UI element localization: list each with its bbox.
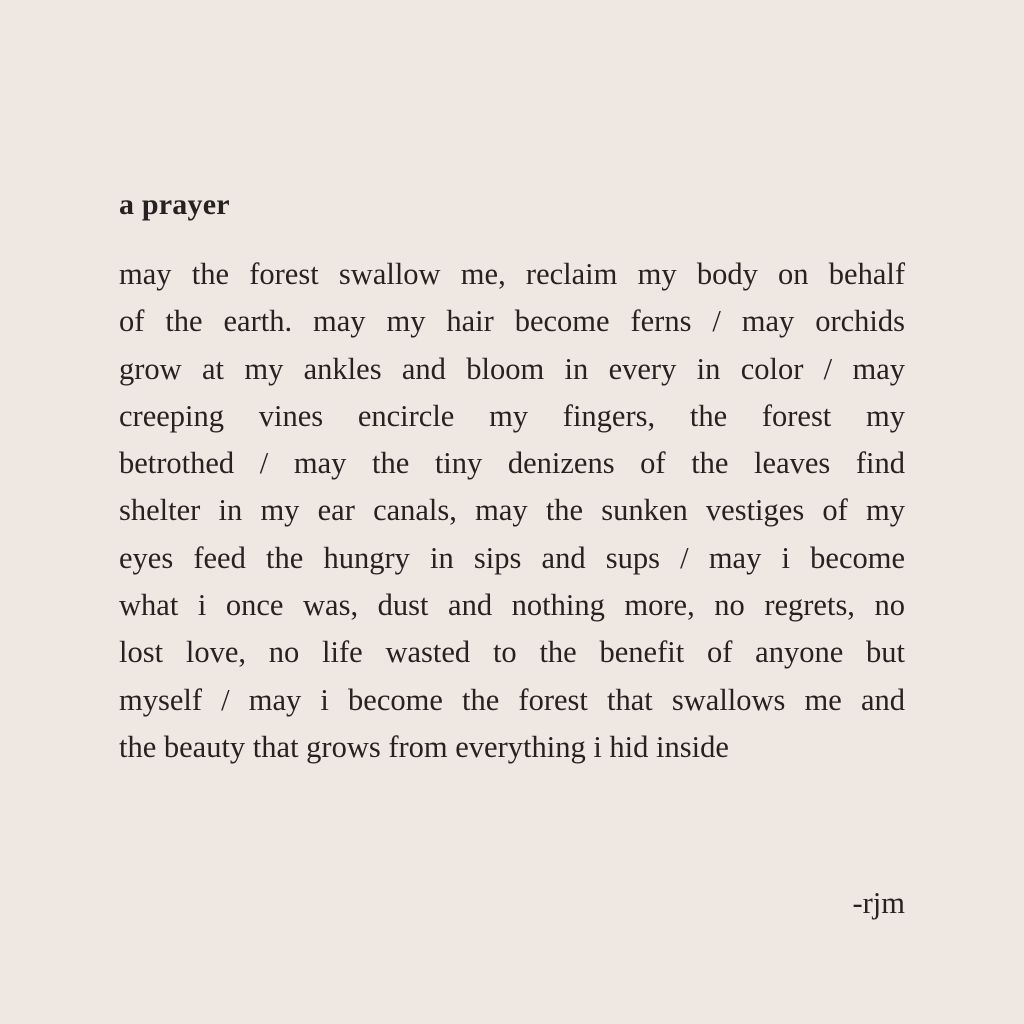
poem-line: betrothed / may the tiny denizens of the leaves find xyxy=(119,446,905,481)
poem-line: the beauty that grows from everything i hid inside xyxy=(119,729,729,764)
poem-line: myself / may i become the forest that swallows me and xyxy=(119,682,905,717)
poem-line: of the earth. may my hair become ferns / may orchids xyxy=(119,304,905,339)
poem-line: creeping vines encircle my fingers, the forest my xyxy=(119,398,905,433)
poem-line: may the forest swallow me, reclaim my body on behalf xyxy=(119,257,905,291)
poem-line: eyes feed the hungry in sips and sups / may i become xyxy=(119,540,905,575)
poem-line: lost love, no life wasted to the benefit of anyone but xyxy=(119,635,905,670)
poem-body xyxy=(119,251,905,771)
poem-line: shelter in my ear canals, may the sunken vestiges of my xyxy=(119,493,905,528)
author-signature: -rjm xyxy=(852,886,905,920)
poem-line: grow at my ankles and bloom in every in color / may xyxy=(119,351,905,386)
poem-line: what i once was, dust and nothing more, no regrets, no xyxy=(119,588,905,623)
poem-title: a prayer xyxy=(119,188,230,221)
